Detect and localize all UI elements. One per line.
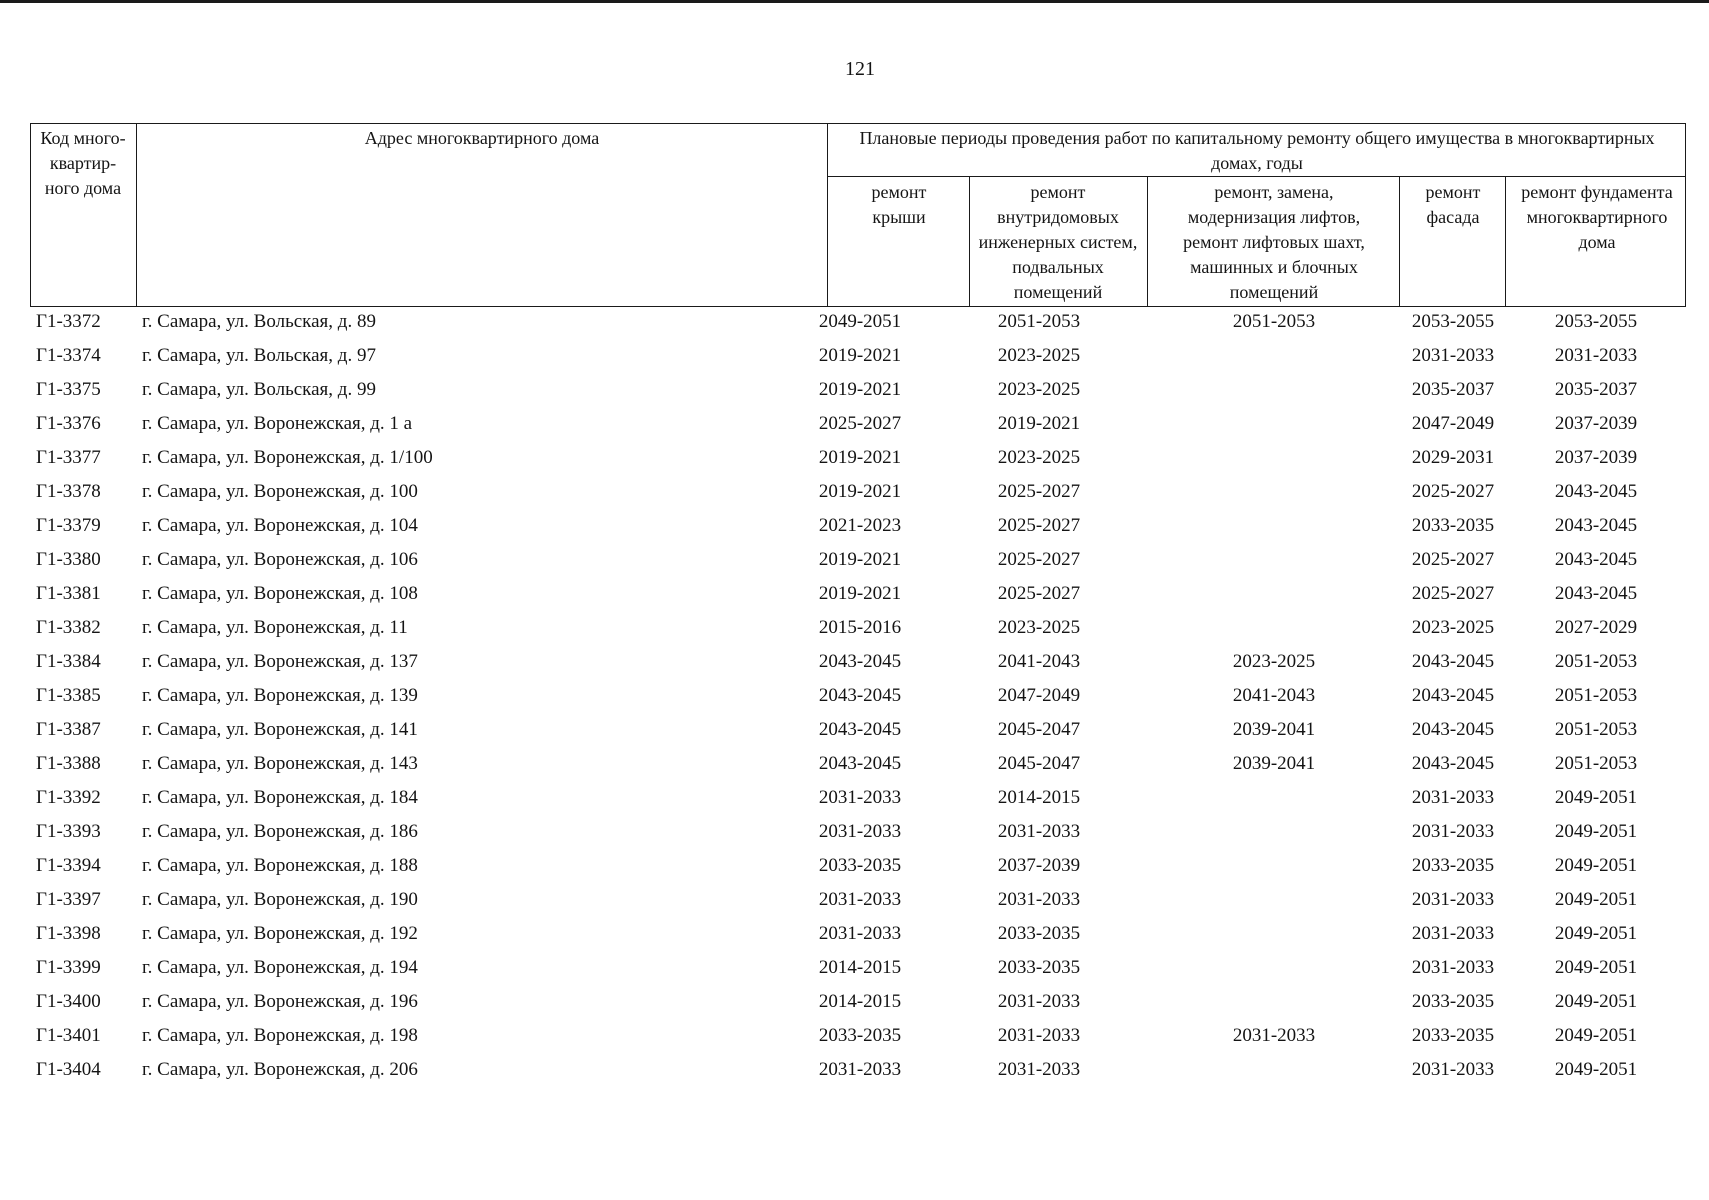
cell-address: г. Самара, ул. Вольская, д. 99 <box>142 379 376 400</box>
cell-address: г. Самара, ул. Воронежская, д. 106 <box>142 549 418 570</box>
table-row <box>30 511 1686 545</box>
cell-roof: 2019-2021 <box>818 345 902 366</box>
cell-roof: 2031-2033 <box>818 1059 902 1080</box>
cell-lifts: 2041-2043 <box>1232 685 1316 706</box>
table-row <box>30 579 1686 613</box>
cell-facade: 2031-2033 <box>1411 957 1495 978</box>
cell-foundation: 2043-2045 <box>1554 481 1638 502</box>
cell-roof: 2019-2021 <box>818 549 902 570</box>
cell-code: Г1-3379 <box>36 515 101 536</box>
cell-address: г. Самара, ул. Воронежская, д. 139 <box>142 685 418 706</box>
cell-roof: 2033-2035 <box>818 1025 902 1046</box>
cell-address: г. Самара, ул. Воронежская, д. 108 <box>142 583 418 604</box>
cell-foundation: 2043-2045 <box>1554 549 1638 570</box>
cell-engineering: 2033-2035 <box>997 957 1081 978</box>
cell-address: г. Самара, ул. Воронежская, д. 104 <box>142 515 418 536</box>
cell-engineering: 2051-2053 <box>997 311 1081 332</box>
cell-roof: 2033-2035 <box>818 855 902 876</box>
cell-foundation: 2051-2053 <box>1554 719 1638 740</box>
table-row <box>30 919 1686 953</box>
cell-foundation: 2049-2051 <box>1554 1059 1638 1080</box>
header-divider <box>1399 176 1400 306</box>
table-row <box>30 375 1686 409</box>
cell-code: Г1-3372 <box>36 311 101 332</box>
header-divider <box>1505 176 1506 306</box>
cell-address: г. Самара, ул. Воронежская, д. 100 <box>142 481 418 502</box>
cell-foundation: 2049-2051 <box>1554 855 1638 876</box>
cell-roof: 2031-2033 <box>818 787 902 808</box>
cell-engineering: 2037-2039 <box>997 855 1081 876</box>
cell-code: Г1-3401 <box>36 1025 101 1046</box>
cell-address: г. Самара, ул. Воронежская, д. 196 <box>142 991 418 1012</box>
cell-code: Г1-3394 <box>36 855 101 876</box>
cell-engineering: 2023-2025 <box>997 617 1081 638</box>
table-row <box>30 477 1686 511</box>
table-row <box>30 545 1686 579</box>
cell-address: г. Самара, ул. Воронежская, д. 137 <box>142 651 418 672</box>
cell-address: г. Самара, ул. Воронежская, д. 1/100 <box>142 447 433 468</box>
cell-engineering: 2045-2047 <box>997 719 1081 740</box>
cell-code: Г1-3393 <box>36 821 101 842</box>
cell-facade: 2047-2049 <box>1411 413 1495 434</box>
cell-facade: 2031-2033 <box>1411 787 1495 808</box>
cell-facade: 2033-2035 <box>1411 991 1495 1012</box>
cell-roof: 2043-2045 <box>818 651 902 672</box>
cell-address: г. Самара, ул. Воронежская, д. 143 <box>142 753 418 774</box>
cell-foundation: 2051-2053 <box>1554 685 1638 706</box>
cell-roof: 2043-2045 <box>818 685 902 706</box>
cell-roof: 2031-2033 <box>818 821 902 842</box>
cell-facade: 2031-2033 <box>1411 889 1495 910</box>
table-row <box>30 953 1686 987</box>
table-row <box>30 443 1686 477</box>
cell-roof: 2019-2021 <box>818 447 902 468</box>
cell-facade: 2031-2033 <box>1411 345 1495 366</box>
cell-foundation: 2043-2045 <box>1554 583 1638 604</box>
cell-roof: 2019-2021 <box>818 379 902 400</box>
cell-roof: 2015-2016 <box>818 617 902 638</box>
cell-address: г. Самара, ул. Воронежская, д. 190 <box>142 889 418 910</box>
cell-roof: 2021-2023 <box>818 515 902 536</box>
cell-engineering: 2033-2035 <box>997 923 1081 944</box>
header-roof: ремонт крыши <box>871 182 927 227</box>
header-periods-group: Плановые периоды проведения работ по капитальному ремонту общего имущества в многоквартирных домах, годы <box>859 128 1655 173</box>
cell-code: Г1-3377 <box>36 447 101 468</box>
header-divider <box>827 124 828 306</box>
table-row <box>30 613 1686 647</box>
header-engineering: ремонт внутридомовых инженерных систем, подвальных помещений <box>978 182 1138 302</box>
cell-facade: 2035-2037 <box>1411 379 1495 400</box>
cell-foundation: 2051-2053 <box>1554 753 1638 774</box>
cell-address: г. Самара, ул. Воронежская, д. 192 <box>142 923 418 944</box>
cell-lifts: 2051-2053 <box>1232 311 1316 332</box>
table-header <box>30 123 1686 307</box>
cell-foundation: 2037-2039 <box>1554 447 1638 468</box>
cell-foundation: 2049-2051 <box>1554 787 1638 808</box>
cell-facade: 2033-2035 <box>1411 515 1495 536</box>
cell-engineering: 2047-2049 <box>997 685 1081 706</box>
cell-facade: 2053-2055 <box>1411 311 1495 332</box>
header-foundation: ремонт фундамента многоквартирного дома <box>1521 182 1673 252</box>
cell-facade: 2031-2033 <box>1411 923 1495 944</box>
cell-address: г. Самара, ул. Воронежская, д. 194 <box>142 957 418 978</box>
cell-foundation: 2049-2051 <box>1554 1025 1638 1046</box>
cell-engineering: 2025-2027 <box>997 583 1081 604</box>
cell-engineering: 2023-2025 <box>997 379 1081 400</box>
cell-engineering: 2031-2033 <box>997 821 1081 842</box>
cell-code: Г1-3388 <box>36 753 101 774</box>
page-number: 121 <box>845 58 875 80</box>
cell-foundation: 2049-2051 <box>1554 923 1638 944</box>
cell-engineering: 2025-2027 <box>997 481 1081 502</box>
cell-address: г. Самара, ул. Воронежская, д. 11 <box>142 617 408 638</box>
cell-lifts: 2031-2033 <box>1232 1025 1316 1046</box>
cell-facade: 2025-2027 <box>1411 583 1495 604</box>
table-row <box>30 885 1686 919</box>
cell-address: г. Самара, ул. Вольская, д. 89 <box>142 311 376 332</box>
cell-roof: 2025-2027 <box>818 413 902 434</box>
header-divider <box>827 176 1685 177</box>
cell-foundation: 2049-2051 <box>1554 991 1638 1012</box>
cell-foundation: 2049-2051 <box>1554 821 1638 842</box>
cell-code: Г1-3381 <box>36 583 101 604</box>
table-row <box>30 1021 1686 1055</box>
cell-lifts: 2039-2041 <box>1232 753 1316 774</box>
cell-engineering: 2031-2033 <box>997 889 1081 910</box>
cell-code: Г1-3378 <box>36 481 101 502</box>
cell-engineering: 2031-2033 <box>997 991 1081 1012</box>
cell-lifts: 2039-2041 <box>1232 719 1316 740</box>
cell-roof: 2014-2015 <box>818 957 902 978</box>
cell-code: Г1-3374 <box>36 345 101 366</box>
cell-code: Г1-3399 <box>36 957 101 978</box>
table-row <box>30 987 1686 1021</box>
header-facade: ремонт фасада <box>1425 182 1481 227</box>
cell-address: г. Самара, ул. Вольская, д. 97 <box>142 345 376 366</box>
cell-roof: 2043-2045 <box>818 753 902 774</box>
cell-facade: 2025-2027 <box>1411 549 1495 570</box>
cell-facade: 2023-2025 <box>1411 617 1495 638</box>
cell-address: г. Самара, ул. Воронежская, д. 184 <box>142 787 418 808</box>
cell-facade: 2031-2033 <box>1411 1059 1495 1080</box>
cell-foundation: 2049-2051 <box>1554 957 1638 978</box>
cell-facade: 2043-2045 <box>1411 651 1495 672</box>
cell-code: Г1-3385 <box>36 685 101 706</box>
cell-address: г. Самара, ул. Воронежская, д. 186 <box>142 821 418 842</box>
cell-engineering: 2045-2047 <box>997 753 1081 774</box>
cell-facade: 2025-2027 <box>1411 481 1495 502</box>
cell-engineering: 2031-2033 <box>997 1059 1081 1080</box>
header-lifts: ремонт, замена, модернизация лифтов, ремонт лифтовых шахт, машинных и блочных помещений <box>1183 182 1365 302</box>
cell-roof: 2019-2021 <box>818 481 902 502</box>
cell-code: Г1-3376 <box>36 413 101 434</box>
cell-roof: 2043-2045 <box>818 719 902 740</box>
cell-engineering: 2014-2015 <box>997 787 1081 808</box>
cell-roof: 2014-2015 <box>818 991 902 1012</box>
header-divider <box>136 124 137 306</box>
cell-engineering: 2019-2021 <box>997 413 1081 434</box>
table-row <box>30 307 1686 341</box>
cell-facade: 2031-2033 <box>1411 821 1495 842</box>
table-row <box>30 783 1686 817</box>
cell-engineering: 2023-2025 <box>997 345 1081 366</box>
cell-code: Г1-3397 <box>36 889 101 910</box>
cell-facade: 2043-2045 <box>1411 753 1495 774</box>
top-border-rule <box>0 0 1709 3</box>
table-row <box>30 715 1686 749</box>
header-code: Код много-квартир-ного дома <box>40 128 126 198</box>
cell-code: Г1-3404 <box>36 1059 101 1080</box>
table-row <box>30 647 1686 681</box>
table-row <box>30 851 1686 885</box>
cell-facade: 2033-2035 <box>1411 1025 1495 1046</box>
cell-roof: 2031-2033 <box>818 889 902 910</box>
cell-address: г. Самара, ул. Воронежская, д. 1 а <box>142 413 413 434</box>
table-row <box>30 817 1686 851</box>
cell-foundation: 2027-2029 <box>1554 617 1638 638</box>
cell-foundation: 2051-2053 <box>1554 651 1638 672</box>
cell-facade: 2043-2045 <box>1411 685 1495 706</box>
cell-foundation: 2037-2039 <box>1554 413 1638 434</box>
cell-foundation: 2043-2045 <box>1554 515 1638 536</box>
table-row <box>30 341 1686 375</box>
table-row <box>30 1055 1686 1089</box>
cell-address: г. Самара, ул. Воронежская, д. 188 <box>142 855 418 876</box>
cell-code: Г1-3398 <box>36 923 101 944</box>
cell-lifts: 2023-2025 <box>1232 651 1316 672</box>
cell-address: г. Самара, ул. Воронежская, д. 206 <box>142 1059 418 1080</box>
cell-code: Г1-3392 <box>36 787 101 808</box>
cell-code: Г1-3384 <box>36 651 101 672</box>
table-row <box>30 409 1686 443</box>
cell-facade: 2043-2045 <box>1411 719 1495 740</box>
cell-address: г. Самара, ул. Воронежская, д. 198 <box>142 1025 418 1046</box>
cell-foundation: 2035-2037 <box>1554 379 1638 400</box>
cell-code: Г1-3382 <box>36 617 101 638</box>
cell-roof: 2019-2021 <box>818 583 902 604</box>
cell-facade: 2033-2035 <box>1411 855 1495 876</box>
cell-roof: 2031-2033 <box>818 923 902 944</box>
cell-code: Г1-3387 <box>36 719 101 740</box>
table-body <box>30 307 1686 1089</box>
cell-engineering: 2025-2027 <box>997 549 1081 570</box>
cell-foundation: 2053-2055 <box>1554 311 1638 332</box>
header-divider <box>969 176 970 306</box>
cell-code: Г1-3380 <box>36 549 101 570</box>
cell-engineering: 2041-2043 <box>997 651 1081 672</box>
cell-foundation: 2049-2051 <box>1554 889 1638 910</box>
header-address: Адрес многоквартирного дома <box>364 128 600 148</box>
table-row <box>30 681 1686 715</box>
cell-code: Г1-3375 <box>36 379 101 400</box>
cell-foundation: 2031-2033 <box>1554 345 1638 366</box>
cell-roof: 2049-2051 <box>818 311 902 332</box>
cell-facade: 2029-2031 <box>1411 447 1495 468</box>
cell-address: г. Самара, ул. Воронежская, д. 141 <box>142 719 418 740</box>
table-row <box>30 749 1686 783</box>
header-divider <box>1147 176 1148 306</box>
cell-engineering: 2025-2027 <box>997 515 1081 536</box>
cell-code: Г1-3400 <box>36 991 101 1012</box>
cell-engineering: 2031-2033 <box>997 1025 1081 1046</box>
cell-engineering: 2023-2025 <box>997 447 1081 468</box>
